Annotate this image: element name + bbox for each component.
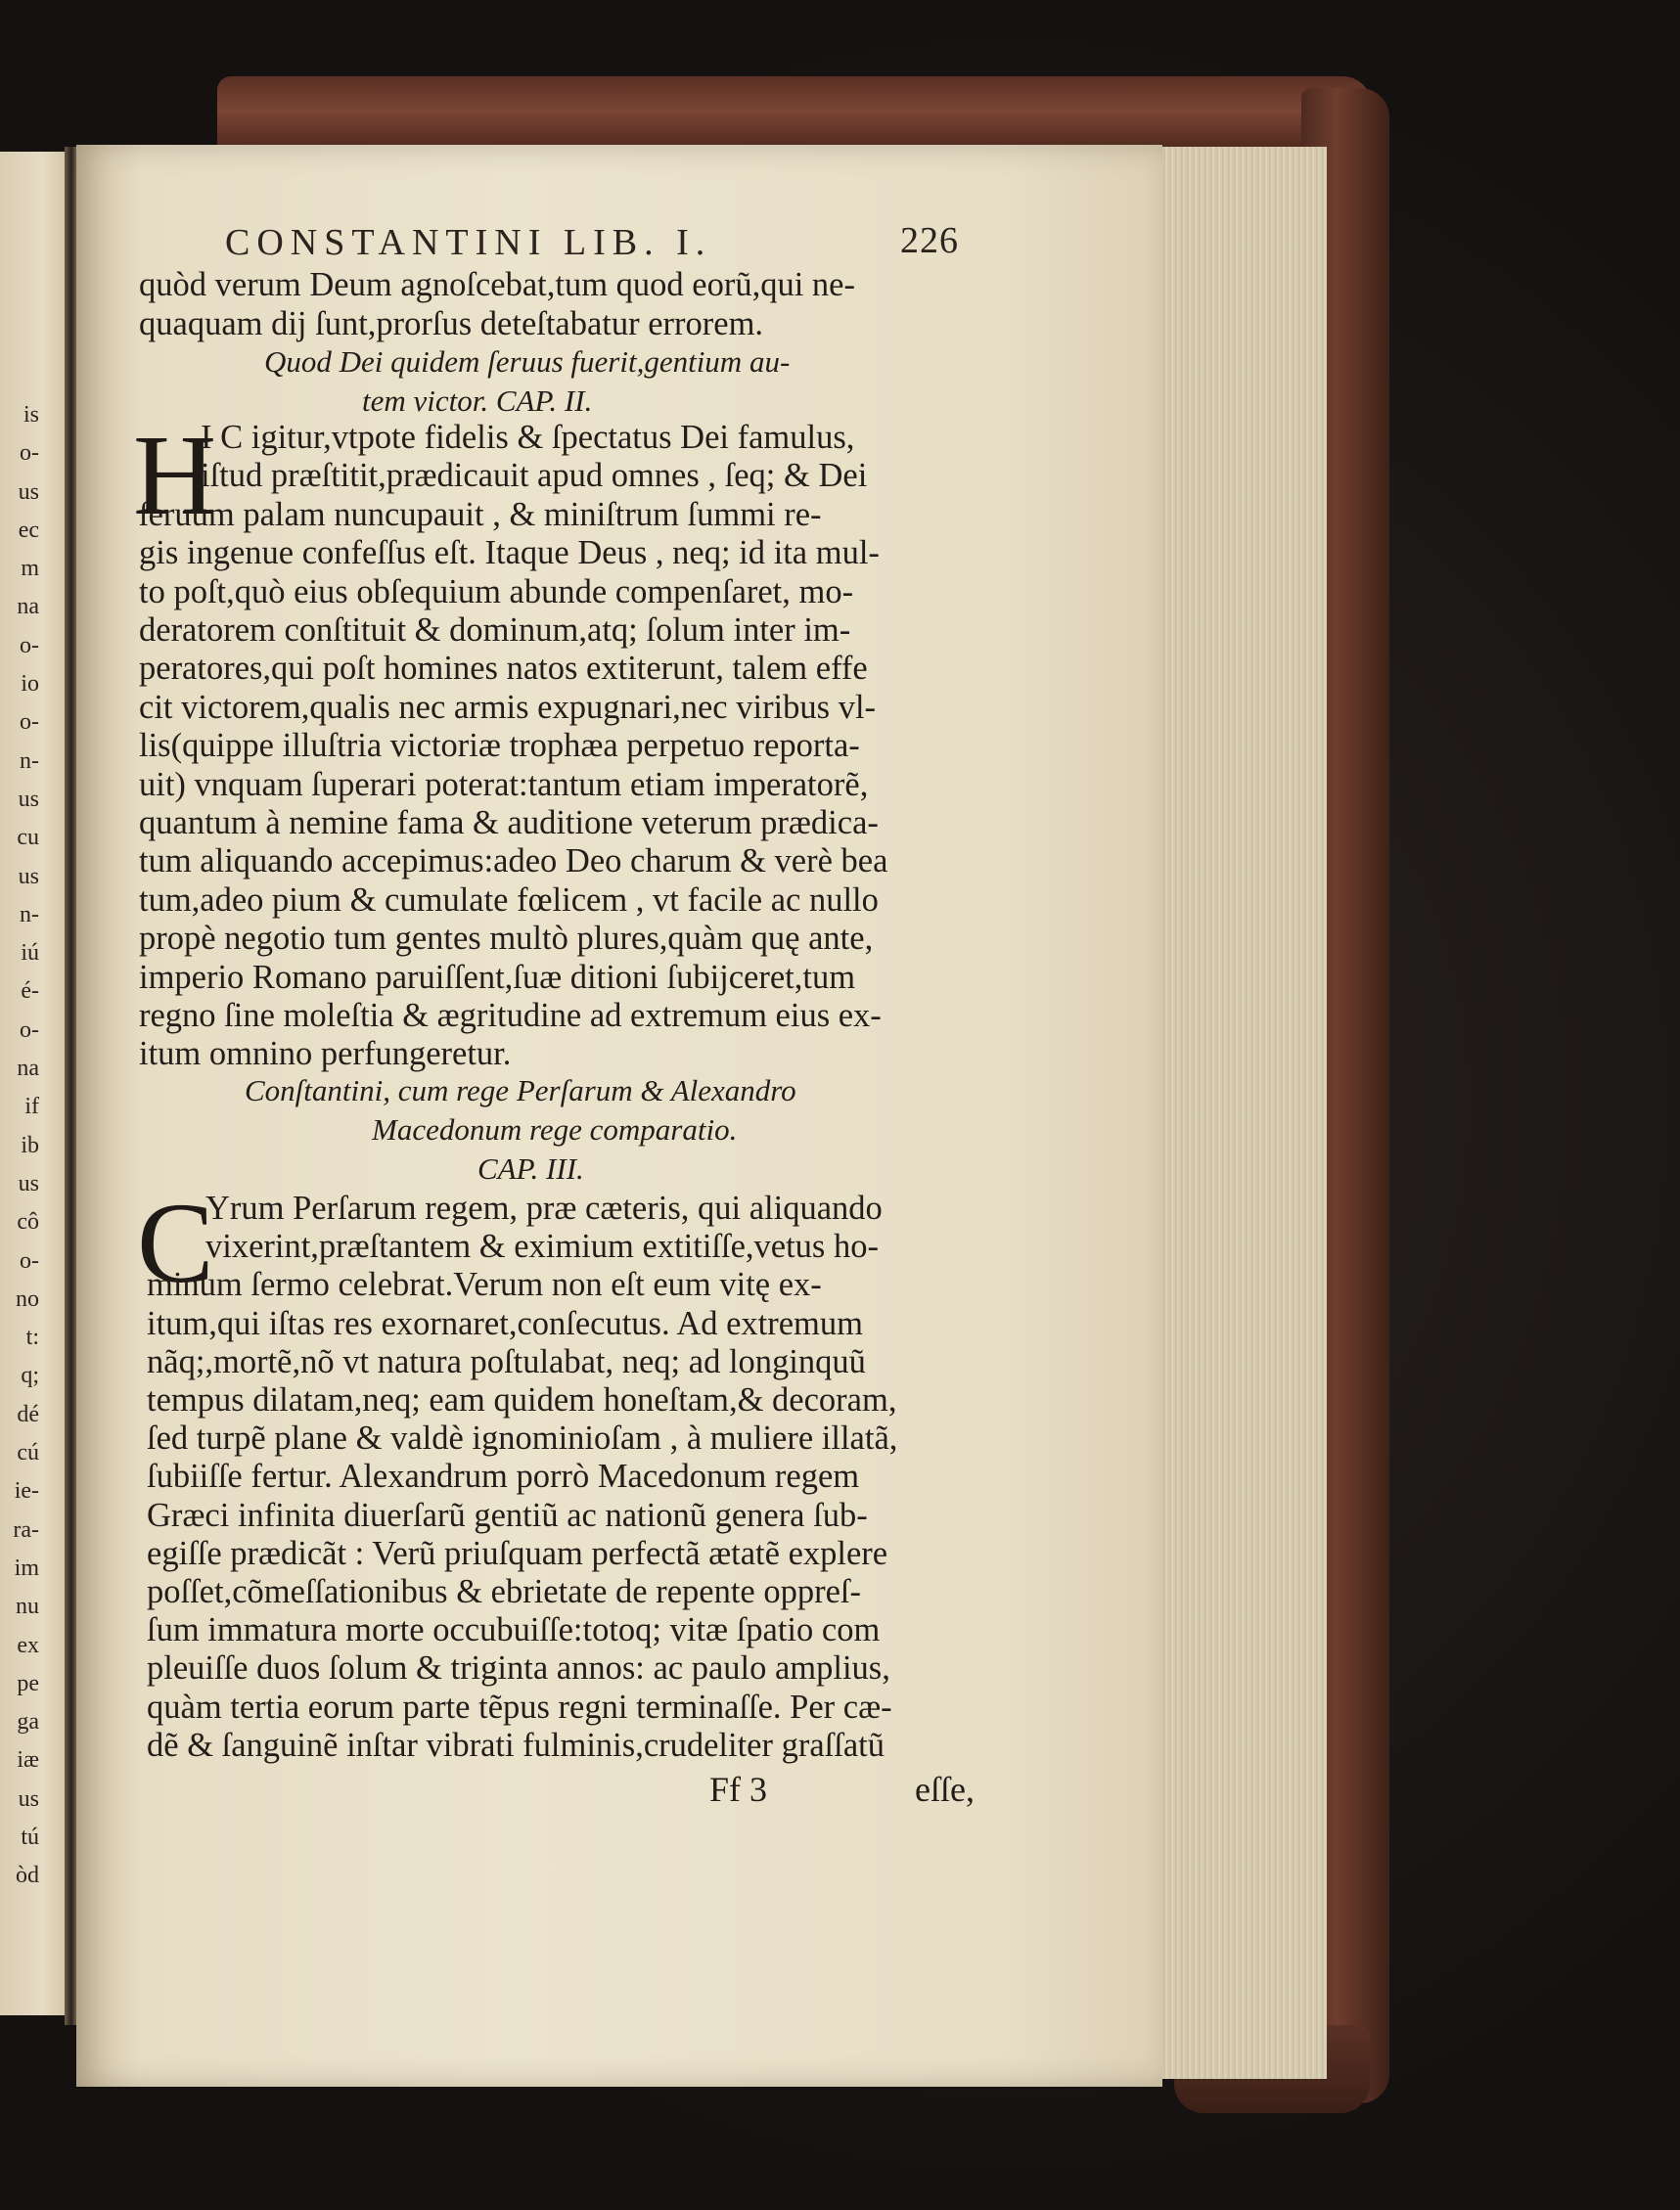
text-line: Græci infinita diuerſarũ gentiũ ac nationũ genera ſub- <box>147 1496 868 1534</box>
text-line: uit) vnquam ſuperari poterat:tantum etiam imperatorẽ, <box>139 765 869 803</box>
chapter-heading: CAP. III. <box>477 1151 584 1186</box>
text-line: gis ingenue confeſſus eſt. Itaque Deus , neq; id ita mul- <box>139 534 880 572</box>
left-page-fragment: cu <box>17 825 39 851</box>
left-page-fragment: o- <box>20 1016 39 1043</box>
left-page-fragment: ec <box>18 517 39 543</box>
left-page-fragment: o- <box>20 1247 39 1274</box>
signature-mark: Ff 3 <box>709 1770 768 1809</box>
left-page-fragment: o- <box>20 709 39 736</box>
text-line: minum ſermo celebrat.Verum non eſt eum vitę ex- <box>147 1266 822 1304</box>
text-line: regno ſine moleſtia & ægritudine ad extremum eius ex- <box>139 997 882 1034</box>
left-page-text-fragments <box>0 396 39 1896</box>
text-line: Yrum Perſarum regem, præ cæteris, qui aliquando <box>205 1190 883 1227</box>
left-page-fragment: dé <box>17 1401 39 1427</box>
left-page-fragment: iæ <box>17 1747 39 1774</box>
left-page-fragment: o- <box>20 632 39 658</box>
text-line: itum,qui iſtas res exornaret,conſecutus. Ad extremum <box>147 1304 863 1342</box>
left-page-fragment: ie- <box>14 1478 39 1505</box>
text-line: I C igitur,vtpote fidelis & ſpectatus Dei famulus, <box>201 419 855 456</box>
text-line: quaquam dij ſunt,prorſus deteſtabatur errorem. <box>139 305 764 342</box>
left-page-fragment: òd <box>16 1863 39 1889</box>
text-line: imperio Romano paruiſſent,ſuæ ditioni ſubijceret,tum <box>139 958 856 996</box>
drop-initial: H <box>133 411 217 539</box>
left-page-fragment: ra- <box>13 1516 39 1543</box>
left-page-fragment: us <box>18 1170 39 1196</box>
left-page-fragment: n- <box>20 747 39 774</box>
text-line: propè negotio tum gentes multò plures,quàm quę ante, <box>139 920 874 958</box>
page-number: 226 <box>900 220 959 261</box>
drop-initial: C <box>137 1179 214 1307</box>
left-page-fragment: us <box>18 786 39 812</box>
left-page-fragment: us <box>18 1785 39 1812</box>
left-page-fragment: us <box>18 478 39 505</box>
running-head <box>225 221 978 270</box>
left-page-fragment: pe <box>17 1670 39 1696</box>
text-line: vixerint,præſtantem & eximium extitiſſe,vetus ho- <box>205 1228 879 1266</box>
left-page-fragment: im <box>14 1555 39 1581</box>
text-line: deratorem conſtituit & dominum,atq; ſolum inter im- <box>139 611 851 649</box>
chapter-heading: Macedonum rege comparatio. <box>372 1112 738 1147</box>
left-page-fragment: ex <box>17 1632 39 1658</box>
text-line: dẽ & ſanguinẽ inſtar vibrati fulminis,crudeliter graſſatũ <box>147 1726 885 1764</box>
text-line: cit victorem,qualis nec armis expugnari,nec viribus vl- <box>139 688 877 726</box>
text-line: iſtud præſtitit,prædicauit apud omnes , ſeq; & Dei <box>201 457 868 495</box>
left-page-fragment: is <box>23 402 39 428</box>
left-page-fragment: ga <box>17 1709 39 1736</box>
book-binding-top <box>217 76 1372 153</box>
running-head-title: CONSTANTINI LIB. I. <box>225 222 712 263</box>
text-line: itum omnino perfungeretur. <box>139 1035 512 1073</box>
page-block-edges <box>1160 147 1327 2079</box>
text-line: tempus dilatam,neq; eam quidem honeſtam,& decoram, <box>147 1381 897 1419</box>
text-line: ſed turpẽ plane & valdè ignominioſam , à muliere illatã, <box>147 1420 898 1458</box>
text-line: ſum immatura morte occubuiſſe:totoq; vitæ ſpatio com <box>147 1611 881 1649</box>
text-line: egiſſe prædicãt : Verũ priuſquam perfectã ætatẽ explere <box>147 1534 888 1572</box>
text-line: poſſet,cõmeſſationibus & ebrietate de repente oppreſ- <box>147 1573 861 1610</box>
chapter-heading: Conſtantini, cum rege Perſarum & Alexandro <box>245 1073 796 1107</box>
text-line: pleuiſſe duos ſolum & triginta annos: ac paulo amplius, <box>147 1649 890 1688</box>
text-line: ſeruum palam nuncupauit , & miniſtrum ſummi re- <box>139 495 822 533</box>
left-page-fragment: q; <box>21 1363 39 1389</box>
text-line: tum aliquando accepimus:adeo Deo charum & verè bea <box>139 842 888 880</box>
left-page-fragment: t: <box>25 1325 39 1351</box>
left-page-fragment: m <box>21 556 39 582</box>
text-line: quàm tertia eorum parte tẽpus regni terminaſſe. Per cæ- <box>147 1688 892 1726</box>
left-page-fragment: iú <box>21 940 39 967</box>
text-line: quantum à nemine fama & auditione veterum prædica- <box>139 804 879 841</box>
left-page-fragment: nu <box>16 1594 39 1620</box>
left-page-fragment: é- <box>21 978 39 1005</box>
left-page-fragment: cô <box>17 1209 39 1236</box>
left-page-fragment: tú <box>21 1824 39 1850</box>
left-page-fragment: cú <box>17 1440 39 1466</box>
chapter-heading: tem victor. CAP. II. <box>362 383 593 418</box>
text-line: to poſt,quò eius obſequium abunde compenſaret, mo- <box>139 572 854 610</box>
text-line: ſubiiſſe fertur. Alexandrum porrò Macedonum regem <box>147 1458 860 1496</box>
left-page-fragment: o- <box>20 440 39 467</box>
left-page-fragment: ib <box>21 1132 39 1158</box>
text-line: lis(quippe illuſtria victoriæ trophæa perpetuo reporta- <box>139 727 860 765</box>
left-page-fragment: no <box>16 1285 39 1312</box>
text-line: quòd verum Deum agnoſcebat,tum quod eorũ,qui ne- <box>139 266 855 303</box>
left-page-fragment: if <box>24 1094 39 1120</box>
left-page-fragment: na <box>17 1056 39 1082</box>
text-line: tum,adeo pium & cumulate fœlicem , vt facile ac nullo <box>139 880 879 919</box>
left-page-fragment: io <box>21 671 39 698</box>
left-page-fragment: us <box>18 863 39 889</box>
text-line: peratores,qui poſt homines natos extiterunt, talem effe <box>139 650 868 688</box>
text-line: nãq;,mortẽ,nõ vt natura poſtulabat, neq; ad longinquũ <box>147 1342 866 1380</box>
catchword: eſſe, <box>915 1770 975 1809</box>
left-page-fragment: n- <box>20 901 39 927</box>
left-page <box>0 152 70 2015</box>
chapter-heading: Quod Dei quidem ſeruus fuerit,gentium au- <box>264 344 791 379</box>
left-page-fragment: na <box>17 594 39 620</box>
